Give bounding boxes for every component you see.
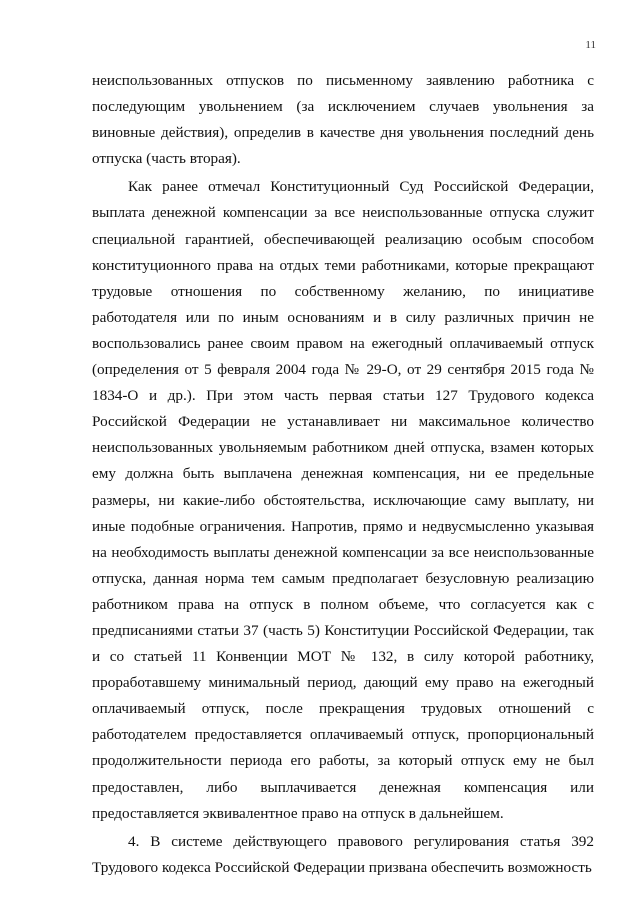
paragraph-constitutional-court: Как ранее отмечал Конституционный Суд Российской Федерации, выплата денежной компенсации за все неиспользованные отпуска служит специальной гарантией, обеспечивающей реализацию особым способом конституционного права на отдых теми работниками, которые прекращают трудовые отношения по собственному желанию, по инициативе работодателя или по иным основаниям и в силу различных причин не воспользовались ранее своим правом на ежегодный оплачиваемый отпуск (определения от 5 февраля 2004 года № 29-О, от 29 сентября 2015 года № 1834-О и др.). При этом часть первая статьи 127 Трудового кодекса Российской Федерации не устанавливает ни максимальное количество неиспользованных увольняемым работником дней отпуска, взамен которых ему должна быть выплачена денежная компенсация, ни ее предельные размеры, ни какие-либо обстоятельства, исключающие саму выплату, ни иные подобные ограничения. Напротив, прямо и недвусмысленно указывая на необходимость выплаты денежной компенсации за все неиспользованные отпуска, данная норма тем самым предполагает безусловную реализацию работником права на отпуск в полном объеме, что согласуется как с предписаниями статьи 37 (часть 5) Конституции Российской Федерации, так и со статьей 11 Конвенции МОТ № 132, в силу которой работнику, проработавшему минимальный период, дающий ему право на ежегодный оплачиваемый отпуск, после прекращения трудовых отношений с работодателем предоставляется оплачиваемый отпуск, пропорциональный продолжительности периода его работы, за который отпуск ему не был предоставлен, либо выплачивается денежная компенсация или предоставляется эквивалентное право на отпуск в дальнейшем. <box>92 178 594 822</box>
paragraph-continuation: неиспользованных отпусков по письменному заявлению работника с последующим увольнением (за исключением случаев увольнения за виновные действия), определив в качестве дня увольнения последний день отпуска (часть вторая). <box>92 72 594 168</box>
page-number: 11 <box>585 39 596 51</box>
paragraph-section-4: 4. В системе действующего правового регулирования статья 392 Трудового кодекса Российской Федерации призвана обеспечить возможность <box>92 832 594 876</box>
document-body <box>92 68 594 881</box>
